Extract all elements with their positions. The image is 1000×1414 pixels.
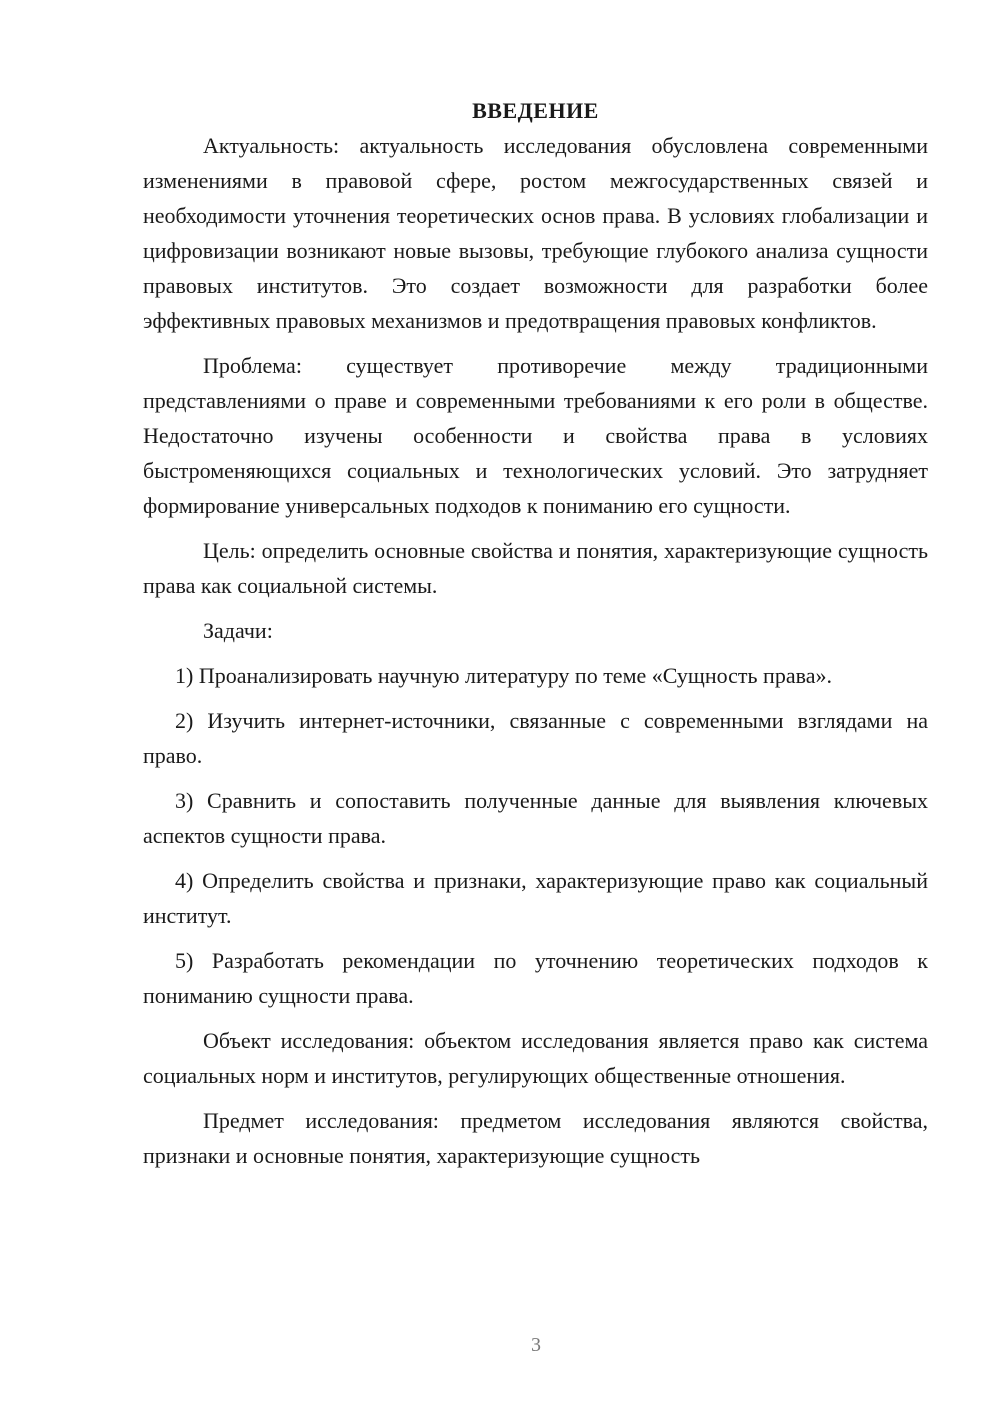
- paragraph-relevance: Актуальность: актуальность исследования обусловлена современными изменениями в правовой сфере, ростом межгосударственных связей и необходимости уточнения теоретических основ права. В условиях глобализации и цифровизации возникают новые вызовы, требующие глубокого анализа сущности правовых институтов. Это создает возможности для разработки более эффективных правовых механизмов и предотвращения правовых конфликтов.: [143, 133, 928, 333]
- task-item-1: 1) Проанализировать научную литературу по теме «Сущность права».: [175, 663, 832, 688]
- paragraph-problem: Проблема: существует противоречие между традиционными представлениями о праве и современными требованиями к его роли в обществе. Недостаточно изучены особенности и свойства права в условиях быстроменяющихся социальных и технологических условий. Это затрудняет формирование универсальных подходов к пониманию его сущности.: [143, 353, 928, 518]
- paragraph-object: Объект исследования: объектом исследования является право как система социальных норм и институтов, регулирующих общественные отношения.: [143, 1028, 928, 1088]
- page-content: [143, 93, 928, 1183]
- paragraph-goal: Цель: определить основные свойства и понятия, характеризующие сущность права как социальной системы.: [143, 538, 928, 598]
- section-title: ВВЕДЕНИЕ: [472, 98, 599, 123]
- task-item-3: 3) Сравнить и сопоставить полученные данные для выявления ключевых аспектов сущности права.: [143, 788, 928, 848]
- task-item-2: 2) Изучить интернет-источники, связанные с современными взглядами на право.: [143, 708, 928, 768]
- paragraph-subject: Предмет исследования: предметом исследования являются свойства, признаки и основные понятия, характеризующие сущность: [143, 1108, 928, 1168]
- tasks-heading: Задачи:: [203, 618, 273, 643]
- task-item-5: 5) Разработать рекомендации по уточнению теоретических подходов к пониманию сущности права.: [143, 948, 928, 1008]
- task-item-4: 4) Определить свойства и признаки, характеризующие право как социальный институт.: [143, 868, 928, 928]
- page-number: 3: [531, 1334, 541, 1356]
